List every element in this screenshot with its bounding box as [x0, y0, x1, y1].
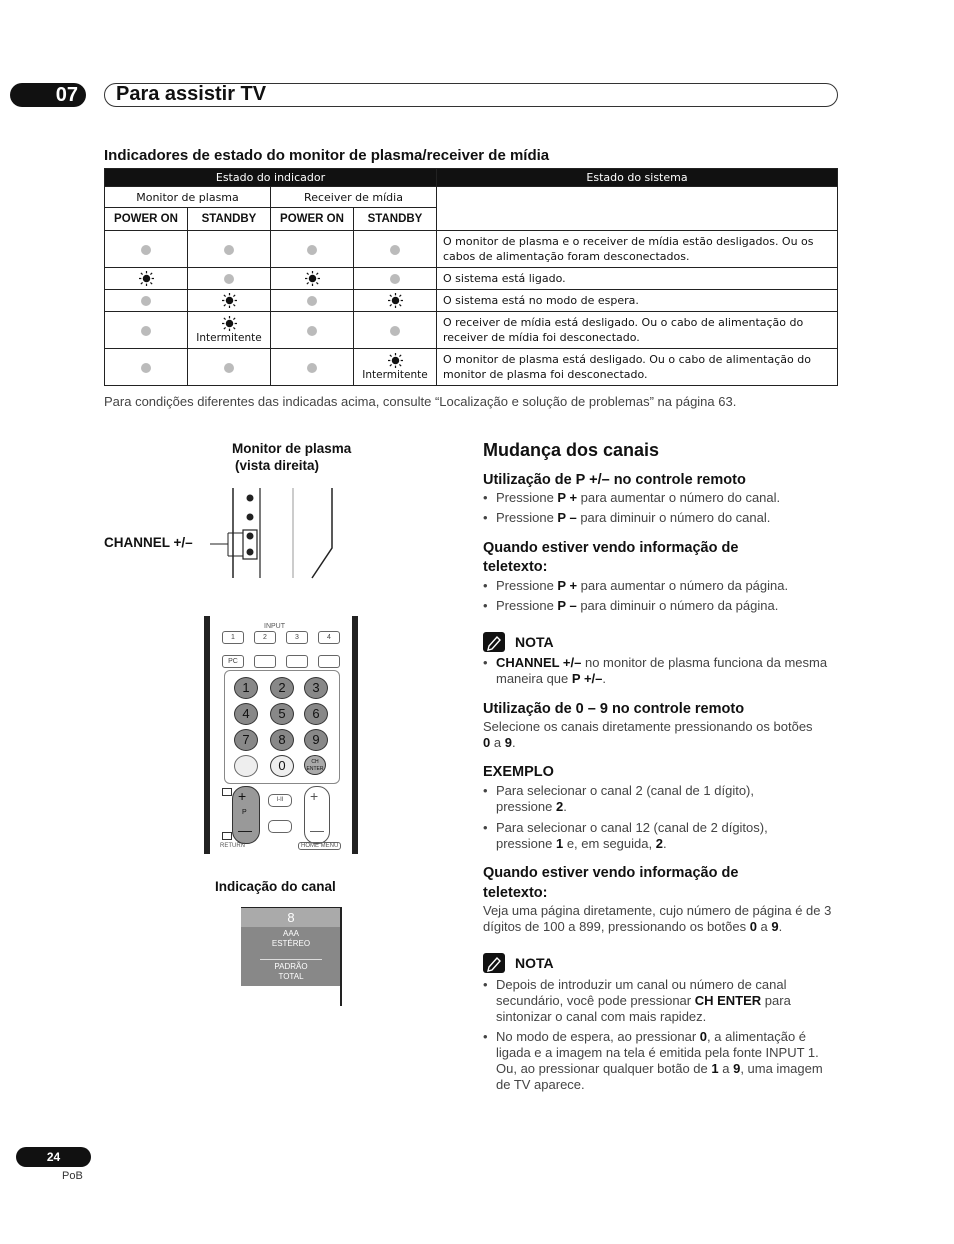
header-system-state-label: Estado do sistema — [586, 171, 688, 184]
led-blink-icon — [222, 316, 237, 331]
paragraph: Selecione os canais diretamente pressionando os botões 0 a 9. — [483, 719, 813, 750]
osd-channel: 8 — [241, 908, 341, 927]
remote-i-ii-button: I-II — [268, 794, 292, 807]
blink-label: Intermitente — [362, 369, 428, 381]
table-row — [105, 268, 838, 290]
header-power-on: POWER ON — [105, 208, 188, 231]
subsection-heading: Utilização de 0 – 9 no controle remoto — [483, 701, 745, 717]
led-off-icon — [307, 245, 317, 255]
led-blink-icon — [388, 353, 403, 368]
remote-zero-button: 0 — [270, 755, 294, 777]
led-off-icon — [390, 326, 400, 336]
monitor-button-icon — [247, 495, 254, 502]
list-item: • CHANNEL +/– no monitor de plasma funciona da mesma maneira que P +/–. — [483, 655, 828, 686]
table-row — [105, 349, 838, 386]
list-item: • No modo de espera, ao pressionar 0, a alimentação é ligada e a imagem na tela é emitida pela fonte INPUT 1. Ou, ao pressionar qualquer botão de 1 a 9, uma imagem de TV aparece. — [483, 1029, 823, 1092]
remote-digit-button: 4 — [234, 703, 258, 725]
remote-digit-button: 3 — [304, 677, 328, 699]
paragraph: Veja uma página diretamente, cujo número de página é de 3 dígitos de 100 a 899, pressionando os botões 0 a 9. — [483, 903, 832, 934]
remote-illustration — [204, 616, 358, 854]
list-item: • Depois de introduzir um canal ou número de canal secundário, você pode pressionar CH ENTER para sintonizar o canal com mais rapidez. — [483, 977, 791, 1024]
remote-digit-button: 5 — [270, 703, 294, 725]
teletext-icon — [222, 832, 232, 840]
table-row — [105, 231, 838, 268]
remote-screen-button-icon — [254, 655, 276, 668]
chapter-number: 07 — [10, 83, 86, 107]
led-off-icon — [141, 326, 151, 336]
section-title: Indicadores de estado do monitor de plasma/receiver de mídia — [104, 147, 550, 164]
minus-icon: — — [238, 822, 252, 838]
subsection-heading: Utilização de P +/– no controle remoto — [483, 472, 746, 488]
led-on-icon — [139, 271, 154, 286]
led-on-icon — [222, 293, 237, 308]
list-item: • Pressione P + para aumentar o número do canal. — [483, 490, 781, 505]
osd-line: ESTÉREO — [271, 939, 311, 948]
remote-digit-button: 8 — [270, 729, 294, 751]
mute-icon — [268, 820, 292, 833]
monitor-sublabel: (vista direita) — [235, 458, 320, 473]
list-item: • Para selecionar o canal 2 (canal de 1 dígito), pressione 2. — [483, 783, 754, 814]
note-pencil-icon — [483, 953, 505, 973]
monitor-button-icon — [247, 533, 254, 540]
row-description: O sistema está ligado. — [437, 268, 838, 290]
indicator-table — [104, 168, 838, 386]
led-off-icon — [390, 245, 400, 255]
remote-input-button: 2 — [254, 631, 276, 644]
plus-icon: + — [238, 788, 247, 804]
header-monitor: Monitor de plasma — [105, 187, 271, 208]
led-off-icon — [307, 296, 317, 306]
remote-screen-button-icon — [318, 655, 340, 668]
note-label: NOTA — [515, 955, 554, 971]
led-off-icon — [307, 363, 317, 373]
blink-label: Intermitente — [196, 332, 262, 344]
remote-digit-button: 2 — [270, 677, 294, 699]
remote-info-button-icon — [234, 755, 258, 777]
osd-line: AAA — [282, 929, 299, 938]
remote-input-button: 1 — [222, 631, 244, 644]
channel-label: CHANNEL +/– — [104, 535, 193, 550]
led-off-icon — [224, 274, 234, 284]
subsection-heading: Quando estiver vendo informação de — [483, 865, 739, 881]
language-code: PoB — [62, 1170, 83, 1182]
list-item: • Para selecionar o canal 12 (canal de 2 dígitos), pressione 1 e, em seguida, 2. — [483, 820, 768, 851]
monitor-button-icon — [247, 514, 254, 521]
remote-ch-enter-button — [304, 755, 326, 775]
led-off-icon — [141, 245, 151, 255]
teletext-icon — [222, 788, 232, 796]
led-off-icon — [141, 363, 151, 373]
header-indicator-state: Estado do indicador — [105, 169, 437, 187]
list-item: • Pressione P – para diminuir o número da página. — [483, 598, 779, 613]
subsection-heading: teletexto: — [483, 559, 548, 575]
channel-display-label: Indicação do canal — [215, 879, 336, 894]
led-on-icon — [388, 293, 403, 308]
led-on-icon — [305, 271, 320, 286]
monitor-label: Monitor de plasma — [232, 441, 352, 456]
remote-digit-button: 6 — [304, 703, 328, 725]
led-off-icon — [224, 363, 234, 373]
note-label: NOTA — [515, 634, 554, 650]
remote-home-menu-label: HOME MENU — [298, 842, 341, 850]
table-footnote: Para condições diferentes das indicadas acima, consulte “Localização e solução de problemas” na página 63. — [104, 394, 737, 409]
row-description: O monitor de plasma está desligado. Ou o cabo de alimentação do monitor de plasma foi desconectado. — [437, 349, 838, 386]
row-description: O monitor de plasma e o receiver de mídia estão desligados. Ou os cabos de alimentação foram desconectados. — [437, 231, 838, 268]
chapter-title: Para assistir TV — [116, 83, 267, 105]
remote-input-button: 3 — [286, 631, 308, 644]
remote-screen-button-icon — [286, 655, 308, 668]
led-off-icon — [224, 245, 234, 255]
remote-enter-label: ENTER — [306, 766, 324, 772]
remote-input-button: 4 — [318, 631, 340, 644]
remote-digit-button: 9 — [304, 729, 328, 751]
table-row — [105, 312, 838, 349]
remote-input-label: INPUT — [264, 623, 285, 630]
osd-line: TOTAL — [278, 972, 304, 981]
monitor-side-illustration — [196, 484, 346, 580]
section-heading: Mudança dos canais — [483, 440, 660, 460]
header-standby: STANDBY — [354, 208, 437, 231]
remote-p-label: P — [242, 809, 247, 816]
osd-line: PADRÃO — [274, 962, 308, 971]
remote-return-label: RETURN — [220, 843, 245, 849]
remote-digit-button: 7 — [234, 729, 258, 751]
list-item: • Pressione P + para aumentar o número da página. — [483, 578, 789, 593]
note-pencil-icon — [483, 632, 505, 652]
led-off-icon — [307, 326, 317, 336]
subsection-heading: teletexto: — [483, 885, 548, 901]
monitor-button-icon — [247, 549, 254, 556]
subsection-heading: Quando estiver vendo informação de — [483, 540, 739, 556]
header-receiver: Receiver de mídia — [271, 187, 437, 208]
minus-icon: — — [310, 822, 324, 838]
row-description: O receiver de mídia está desligado. Ou o cabo de alimentação do receiver de mídia foi desconectado. — [437, 312, 838, 349]
list-item: • Pressione P – para diminuir o número do canal. — [483, 510, 771, 525]
remote-digit-button: 1 — [234, 677, 258, 699]
remote-pc-button: PC — [222, 655, 244, 668]
page-number: 24 — [16, 1147, 91, 1167]
header-system-state — [437, 169, 838, 231]
example-heading: EXEMPLO — [483, 764, 554, 780]
remote-ch-label: CH — [311, 759, 319, 765]
led-off-icon — [390, 274, 400, 284]
header-power-on: POWER ON — [271, 208, 354, 231]
row-description: O sistema está no modo de espera. — [437, 290, 838, 312]
plus-icon: + — [310, 788, 319, 804]
led-off-icon — [141, 296, 151, 306]
table-row — [105, 290, 838, 312]
header-standby: STANDBY — [188, 208, 271, 231]
osd-panel — [241, 908, 341, 986]
